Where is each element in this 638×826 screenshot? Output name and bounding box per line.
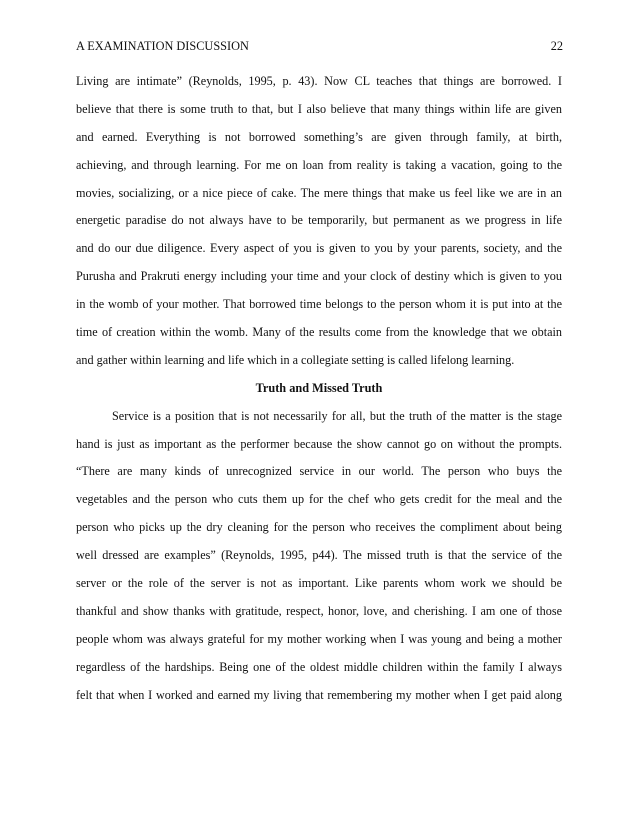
header-title: A EXAMINATION DISCUSSION (76, 39, 249, 53)
running-header (76, 38, 563, 54)
text-line: server or the role of the server is not as important. Like parents whom work we should be (76, 576, 562, 591)
text-line: and earned. Everything is not borrowed something’s are given through family, at birth, (76, 129, 562, 144)
text-line: and gather within learning and life which in a collegiate setting is called lifelong learning. (76, 352, 515, 367)
text-line: movies, socializing, or a nice piece of cake. The mere things that make us feel like we are in an (76, 185, 562, 200)
text-line: “There are many kinds of unrecognized service in our world. The person who buys the (76, 464, 562, 479)
text-line: and do our due diligence. Every aspect of you is given to you by your parents, society, and the (76, 241, 562, 256)
section-heading: Truth and Missed Truth (255, 380, 383, 395)
text-line: time of creation within the womb. Many of the results come from the knowledge that we obtain (76, 325, 562, 340)
text-line: Living are intimate” (Reynolds, 1995, p. 43). Now CL teaches that things are borrowed. I (76, 74, 562, 88)
document-body (76, 73, 562, 714)
paragraph-1 (76, 73, 562, 380)
text-line: Service is a position that is not necessarily for all, but the truth of the matter is the stage (112, 408, 562, 423)
text-line: achieving, and through learning. For me on loan from reality is taking a vacation, going to the (76, 157, 562, 172)
page-number: 22 (550, 39, 563, 53)
paragraph-2 (76, 408, 562, 715)
text-line: hand is just as important as the performer because the show cannot go on without the prompts. (76, 436, 562, 451)
text-line: people whom was always grateful for my mother working when I was young and being a mother (76, 631, 562, 646)
text-line: Purusha and Prakruti energy including your time and your clock of destiny which is given to you (76, 269, 562, 284)
text-line: in the womb of your mother. That borrowed time belongs to the person whom it is put into at the (76, 297, 562, 312)
text-line: thankful and show thanks with gratitude, respect, honor, love, and cherishing. I am one of those (76, 603, 562, 618)
text-line: person who picks up the dry cleaning for the person who receives the compliment about being (76, 520, 562, 535)
text-line: regardless of the hardships. Being one of the oldest middle children within the family I always (76, 659, 562, 674)
text-line: vegetables and the person who cuts them up for the chef who gets credit for the meal and the (76, 492, 562, 507)
text-line: well dressed are examples” (Reynolds, 1995, p44). The missed truth is that the service of the (76, 548, 562, 563)
text-line: felt that when I worked and earned my living that remembering my mother when I get paid along (76, 687, 562, 702)
text-line: energetic paradise do not always have to be temporarily, but permanent as we progress in life (76, 213, 562, 228)
text-line: believe that there is some truth to that, but I also believe that many things within life are given (76, 101, 562, 116)
